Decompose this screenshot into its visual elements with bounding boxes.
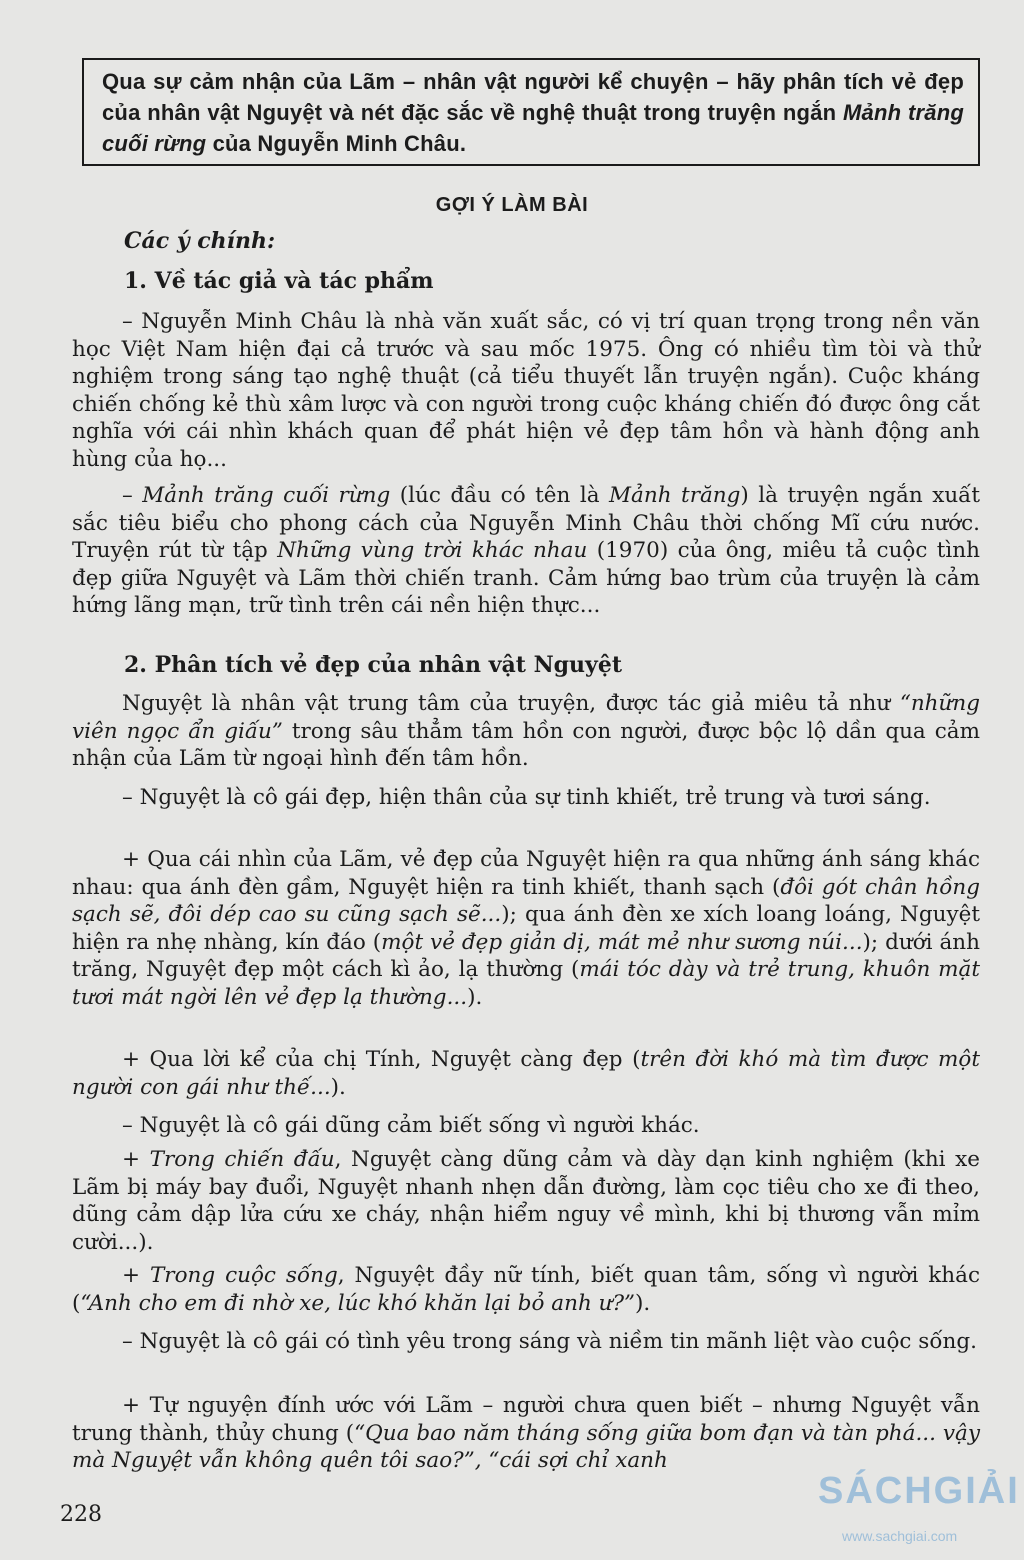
main-points-label: Các ý chính: bbox=[124, 228, 276, 254]
sub-bullet-life bbox=[72, 1262, 980, 1317]
sub-bullet-light bbox=[72, 846, 980, 1011]
emphasis: Trong chiến đấu bbox=[149, 1147, 335, 1172]
section-heading: GỢI Ý LÀM BÀI bbox=[435, 194, 589, 216]
text-run: ); dưới ánh trăng, Nguyệt đẹp một cách kì ảo, lạ thường ( bbox=[72, 929, 980, 982]
paragraph-work bbox=[72, 482, 980, 620]
section2-title: 2. Phân tích vẻ đẹp của nhân vật Nguyệt bbox=[124, 652, 622, 678]
text-run: (lúc đầu có tên là bbox=[390, 483, 610, 508]
text-run: – bbox=[122, 483, 143, 508]
quote: trên đời khó mà tìm được một người con gái như thế... bbox=[72, 1047, 981, 1100]
quote: mái tóc dày và trẻ trung, khuôn mặt tươi mát ngời lên vẻ đẹp lạ thường... bbox=[72, 957, 981, 1010]
text-run: + Qua lời kể của chị Tính, Nguyệt càng đẹp ( bbox=[122, 1047, 641, 1072]
text-run: trong sâu thẳm tâm hồn con người, được bộc lộ dần qua cảm nhận của Lãm từ ngoại hình đến tâm hồn. bbox=[72, 718, 981, 771]
text-run: ). bbox=[467, 984, 483, 1010]
quote: đôi gót chân hồng sạch sẽ, đôi dép cao su cũng sạch sẽ... bbox=[72, 874, 980, 927]
watermark-url: www.sachgiai.com bbox=[842, 1528, 958, 1544]
watermark-logo: SÁCHGIẢI bbox=[818, 1470, 1020, 1512]
text-run: + bbox=[122, 1147, 150, 1172]
text-run: + Qua cái nhìn của Lãm, vẻ đẹp của Nguyệt hiện ra qua những ánh sáng khác nhau: qua ánh đèn gầm, Nguyệt hiện ra tinh khiết, thanh sạch ( bbox=[72, 847, 980, 900]
quote: một vẻ đẹp giản dị, mát mẻ như sương núi... bbox=[381, 929, 863, 955]
collection-title: Những vùng trời khác nhau bbox=[277, 538, 588, 563]
work-alt-title: Mảnh trăng bbox=[609, 483, 741, 508]
question-text-end: của Nguyễn Minh Châu. bbox=[206, 131, 467, 156]
sub-bullet-tinh bbox=[72, 1046, 980, 1101]
paragraph-intro bbox=[72, 690, 980, 773]
text-run: (1970) của ông, miêu tả cuộc tình đẹp giữa Nguyệt và Lãm thời chiến tranh. Cảm hứng bao trùm của truyện là cảm hứng lãng mạn, trữ tình trên cái nền hiện thực... bbox=[72, 538, 981, 618]
work-title: Mảnh trăng cuối rừng bbox=[142, 483, 391, 508]
question-box bbox=[82, 58, 980, 166]
text-run: ); qua ánh đèn xe xích loang loáng, Nguyệt hiện ra nhẹ nhàng, kín đáo ( bbox=[72, 902, 980, 955]
text-run: + Tự nguyện đính ước với Lãm – người chưa quen biết – nhưng Nguyệt vẫn trung thành, thủy chung ( bbox=[72, 1393, 980, 1446]
bullet-love: – Nguyệt là cô gái có tình yêu trong sáng và niềm tin mãnh liệt vào cuộc sống. bbox=[122, 1329, 977, 1354]
paragraph-author: – Nguyễn Minh Châu là nhà văn xuất sắc, có vị trí quan trọng trong nền văn học Việt Nam hiện đại cả trước và sau mốc 1975. Ông có nhiều tìm tòi và thử nghiệm trong sáng tạo nghệ thuật (cả tiểu thuyết lẫn truyện ngắn). Cuộc kháng chiến chống kẻ thù xâm lược và con người trong cuộc kháng chiến đó được ông cắt nghĩa với cái nhìn khách quan để phát hiện vẻ đẹp tâm hồn và hành động anh hùng của họ... bbox=[72, 309, 980, 472]
text-run: ). bbox=[330, 1074, 346, 1100]
question-text: Qua sự cảm nhận của Lãm – nhân vật người kể chuyện – hãy phân tích vẻ đẹp của nhân vật Nguyệt và nét đặc sắc về nghệ thuật trong truyện ngắn bbox=[102, 69, 964, 125]
sub-bullet-faith bbox=[72, 1392, 980, 1475]
bullet-beauty: – Nguyệt là cô gái đẹp, hiện thân của sự tinh khiết, trẻ trung và tươi sáng. bbox=[122, 785, 931, 810]
text-run: , Nguyệt đầy nữ tính, biết quan tâm, sống vì người khác ( bbox=[72, 1263, 981, 1316]
question-work-title: Mảnh trăng cuối rừng bbox=[102, 100, 964, 156]
sub-bullet-combat bbox=[72, 1146, 980, 1256]
text-run: ) là truyện ngắn xuất sắc tiêu biểu cho phong cách của Nguyễn Minh Châu thời chống Mĩ cứu nước. Truyện rút từ tập bbox=[72, 483, 980, 563]
quote: “Anh cho em đi nhờ xe, lúc khó khăn lại bỏ anh ư?” bbox=[80, 1290, 636, 1316]
text-run: Nguyệt là nhân vật trung tâm của truyện, được tác giả miêu tả như bbox=[122, 691, 900, 716]
text-run: ). bbox=[635, 1290, 651, 1316]
bullet-brave: – Nguyệt là cô gái dũng cảm biết sống vì người khác. bbox=[122, 1113, 700, 1138]
text-run: + bbox=[122, 1263, 150, 1288]
quote: “những viên ngọc ẩn giấu” bbox=[72, 691, 980, 744]
page-number: 228 bbox=[60, 1502, 102, 1527]
text-run: , Nguyệt càng dũng cảm và dày dạn kinh nghiệm (khi xe Lãm bị máy bay đuổi, Nguyệt nhanh nhẹn dẫn đường, làm cọc tiêu cho xe đi theo, dũng cảm dập lửa cứu xe cháy, nhận hiểm nguy về mình, khi bị thương vẫn mỉm cười...). bbox=[72, 1147, 980, 1255]
emphasis: Trong cuộc sống bbox=[149, 1263, 338, 1288]
quote: “Qua bao năm tháng sống giữa bom đạn và tàn phá... vậy mà Nguyệt vẫn không quên tôi sao?”, “cái sợi chỉ xanh bbox=[72, 1420, 980, 1473]
section1-title: 1. Về tác giả và tác phẩm bbox=[124, 268, 434, 294]
